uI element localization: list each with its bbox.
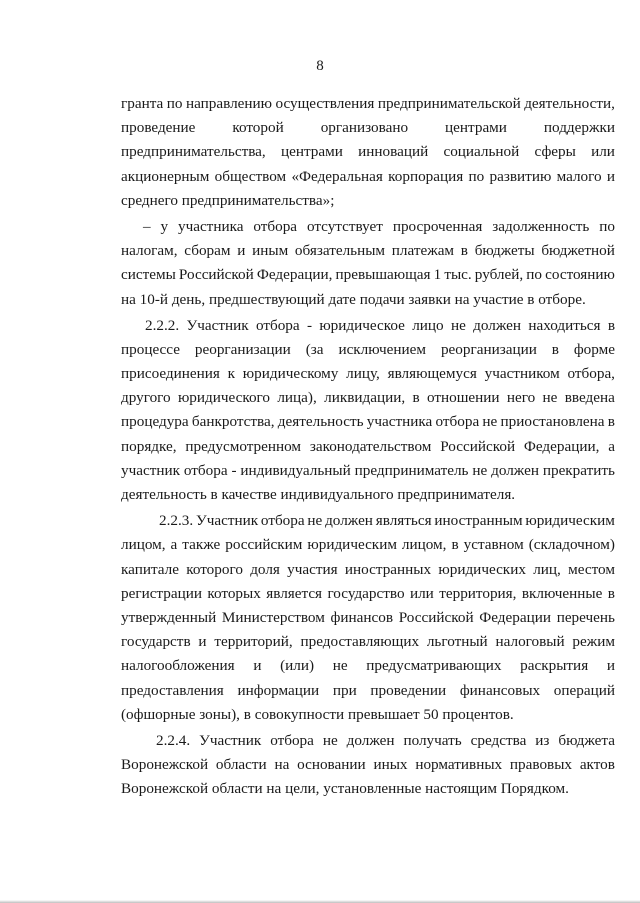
word: на <box>274 756 290 774</box>
word: Участник <box>199 731 262 749</box>
text-line: деятельность в качестве индивидуального предпринимателя. <box>121 486 516 503</box>
word: утвержденный <box>121 608 217 626</box>
word: из <box>535 731 550 749</box>
text-line <box>121 386 615 410</box>
word: отбора <box>255 316 300 334</box>
word: юридическим <box>307 536 397 554</box>
word: и <box>606 167 615 185</box>
word: также <box>182 536 221 554</box>
word: Российской <box>440 437 516 455</box>
word: которых <box>207 584 261 602</box>
word: является <box>266 584 323 602</box>
word: 1 <box>433 266 442 284</box>
text-line <box>121 410 615 434</box>
word: юридическим <box>525 512 615 530</box>
word: предоставляющих <box>300 633 420 651</box>
word: в <box>607 413 615 431</box>
text-line <box>121 239 615 263</box>
word: в <box>551 340 559 358</box>
word: актов <box>579 756 615 774</box>
text-line <box>121 533 615 557</box>
word: реорганизации <box>440 340 537 358</box>
word: обязательным <box>294 242 386 260</box>
word: к <box>227 365 236 383</box>
word: отбора <box>260 512 305 530</box>
word: должен <box>346 731 395 749</box>
word: нормативных <box>415 756 503 774</box>
word: социальной <box>443 143 520 161</box>
word: области <box>215 756 267 774</box>
word: реорганизации <box>194 340 291 358</box>
word: центрами <box>445 119 507 137</box>
word: а <box>170 536 178 554</box>
word: территория, <box>439 584 517 602</box>
word: местом <box>568 560 615 578</box>
word: отбора <box>183 461 228 479</box>
word: отбора <box>270 731 314 749</box>
word: 2.2.4. <box>156 731 191 749</box>
word: рублей, <box>474 266 524 284</box>
word: и <box>606 657 615 675</box>
word: законодательством <box>309 437 432 455</box>
word: доля <box>250 560 280 578</box>
word: введена <box>564 389 615 407</box>
text-line: (офшорные зоны), в совокупности превышает 50 процентов. <box>121 705 514 723</box>
word: в <box>607 584 615 602</box>
word: Российской <box>178 266 254 284</box>
word: (складочном) <box>528 536 615 554</box>
word: налоговый <box>495 633 565 651</box>
page-number: 8 <box>316 58 324 74</box>
word: не <box>307 512 323 530</box>
word: участия <box>287 560 338 578</box>
word: участник <box>121 461 180 479</box>
word: организовано <box>320 119 409 137</box>
word: корпорация <box>388 167 464 185</box>
word: включенные <box>521 584 603 602</box>
word: Федерации <box>479 608 551 626</box>
word: по <box>468 167 485 185</box>
word: процессе <box>121 340 180 358</box>
word: состоянию <box>545 266 615 284</box>
word: 2.2.3. <box>159 512 194 530</box>
word: должен <box>325 512 373 530</box>
word: средства <box>470 731 527 749</box>
text-line <box>121 509 615 533</box>
word: – <box>143 217 151 235</box>
word: льготный <box>426 633 488 651</box>
word: по <box>526 266 543 284</box>
word: обществом <box>214 167 287 185</box>
word: Министерством <box>221 608 325 626</box>
word: или <box>409 584 434 602</box>
word: инноваций <box>358 143 429 161</box>
word: отбора <box>253 217 298 235</box>
word: 2.2.2. <box>145 316 180 334</box>
word: являющемуся <box>387 365 477 383</box>
word: в <box>607 316 615 334</box>
word: порядке, <box>121 437 177 455</box>
word: гранта <box>121 95 164 112</box>
word: находиться <box>528 316 601 334</box>
word: бюджеты <box>474 242 535 260</box>
word: участника <box>366 413 433 431</box>
word: предусматривающих <box>366 657 502 675</box>
text-line <box>121 729 615 753</box>
word: развитию <box>489 167 552 185</box>
word: лицом, <box>121 536 166 554</box>
word: получать <box>403 731 462 749</box>
word: присоединения <box>121 365 220 383</box>
word: не <box>450 316 466 334</box>
word: просроченная <box>392 217 483 235</box>
word: не <box>482 413 498 431</box>
word: лиц, <box>533 560 561 578</box>
word: финансовых <box>459 681 541 699</box>
word: в <box>451 536 459 554</box>
word: отбора, <box>567 365 615 383</box>
word: не <box>322 731 338 749</box>
word: регистрации <box>121 584 202 602</box>
word: центрами <box>280 143 343 161</box>
word: юридическому <box>242 365 339 383</box>
word: платежам <box>391 242 455 260</box>
word: отсутствует <box>306 217 383 235</box>
word: малого <box>556 167 602 185</box>
word: или <box>591 143 615 161</box>
word: «Федеральная <box>291 167 383 185</box>
text-line: среднего предпринимательства»; <box>121 191 335 209</box>
word: Участник <box>186 316 249 334</box>
text-line <box>121 459 615 483</box>
word: российским <box>225 536 303 554</box>
word: иных <box>373 756 408 774</box>
word: проведении <box>370 681 447 699</box>
word: направлению <box>185 95 272 112</box>
word: лицо <box>412 316 444 334</box>
word: правовых <box>509 756 573 774</box>
word: прекратить <box>542 461 615 479</box>
word: финансов <box>330 608 394 626</box>
text-line <box>121 630 615 654</box>
word: юридическое <box>319 316 405 334</box>
word: Воронежской <box>121 756 209 774</box>
word: которого <box>186 560 243 578</box>
word: должен <box>491 461 539 479</box>
word: Федерации, <box>256 266 333 284</box>
word: - <box>306 316 313 334</box>
word: исключением <box>338 340 427 358</box>
word: отбора <box>435 413 480 431</box>
word: а <box>608 437 615 455</box>
word: информации <box>237 681 320 699</box>
word: являться <box>375 512 432 530</box>
word: раскрытия <box>520 657 589 675</box>
word: иностранных <box>344 560 432 578</box>
word: бюджета <box>558 731 615 749</box>
word: должен <box>473 316 522 334</box>
text-line <box>121 654 615 678</box>
word: режим <box>572 633 615 651</box>
word: системы <box>121 266 176 284</box>
word: индивидуальный <box>240 461 351 479</box>
word: Российской <box>398 608 474 626</box>
word: лица), <box>277 389 317 407</box>
word: превышающая <box>335 266 431 284</box>
text-line <box>121 116 615 140</box>
text-line <box>121 435 615 459</box>
word: участником <box>484 365 560 383</box>
word: Участник <box>195 512 259 530</box>
text-line <box>121 362 615 386</box>
word: по <box>166 95 183 112</box>
word: иностранным <box>434 512 523 530</box>
word: (за <box>305 340 324 358</box>
word: бюджетной <box>541 242 615 260</box>
word: в <box>412 389 420 407</box>
word: в <box>460 242 468 260</box>
word: ликвидации, <box>324 389 406 407</box>
text-line <box>121 582 615 606</box>
word: по <box>599 217 615 235</box>
word: предприниматель <box>354 461 469 479</box>
word: процедура <box>121 413 189 431</box>
word: не <box>542 389 558 407</box>
word: не <box>332 657 348 675</box>
word: предпринимательской <box>377 95 521 112</box>
word: (или) <box>280 657 315 675</box>
word: - <box>231 461 237 479</box>
word: форме <box>573 340 615 358</box>
word: которой <box>232 119 284 137</box>
text-line <box>121 753 615 777</box>
word: акционерным <box>121 167 210 185</box>
word: уставном <box>463 536 524 554</box>
word: тыс. <box>444 266 472 284</box>
word: отношении <box>426 389 500 407</box>
word: поддержки <box>543 119 615 137</box>
word: основании <box>297 756 366 774</box>
word: другого <box>121 389 171 407</box>
word: налогам, <box>121 242 178 260</box>
word: деятельности, <box>524 95 615 112</box>
word: осуществления <box>275 95 375 112</box>
word: иным <box>252 242 289 260</box>
word: налогообложения <box>121 657 235 675</box>
word: и <box>198 633 207 651</box>
text-line <box>121 338 615 362</box>
word: сферы <box>534 143 576 161</box>
word: деятельность <box>277 413 364 431</box>
text-line <box>121 679 615 703</box>
word: приостановлена <box>500 413 605 431</box>
word: него <box>506 389 536 407</box>
word: лицом, <box>401 536 447 554</box>
word: при <box>332 681 357 699</box>
word: государство <box>327 584 405 602</box>
word: проведение <box>121 119 196 137</box>
word: участника <box>177 217 244 235</box>
word: сборам <box>184 242 231 260</box>
text-line: на 10-й день, предшествующий дате подачи заявки на участие в отборе. <box>121 290 586 308</box>
text-line <box>121 165 615 189</box>
word: не <box>472 461 488 479</box>
word: капитале <box>121 560 179 578</box>
word: операций <box>553 681 615 699</box>
word: предусмотренном <box>185 437 302 455</box>
word: Федерации, <box>523 437 600 455</box>
word: юридического <box>177 389 271 407</box>
word: и <box>253 657 262 675</box>
body-text <box>121 92 615 801</box>
word: и <box>237 242 246 260</box>
text-line <box>121 263 615 287</box>
word: предпринимательства, <box>121 143 266 161</box>
word: государств <box>121 633 191 651</box>
text-line <box>121 215 615 239</box>
word: юридических <box>438 560 526 578</box>
word: банкротства, <box>191 413 275 431</box>
text-line <box>121 606 615 630</box>
text-line: Воронежской области на цели, установленные настоящим Порядком. <box>121 780 569 798</box>
text-line <box>121 314 615 338</box>
word: у <box>160 217 169 235</box>
word: лицу, <box>346 365 380 383</box>
word: территорий, <box>214 633 293 651</box>
text-line <box>121 140 615 164</box>
word: предоставления <box>121 681 224 699</box>
text-line <box>121 92 615 116</box>
text-line <box>121 558 615 582</box>
word: перечень <box>556 608 615 626</box>
word: задолженность <box>492 217 590 235</box>
